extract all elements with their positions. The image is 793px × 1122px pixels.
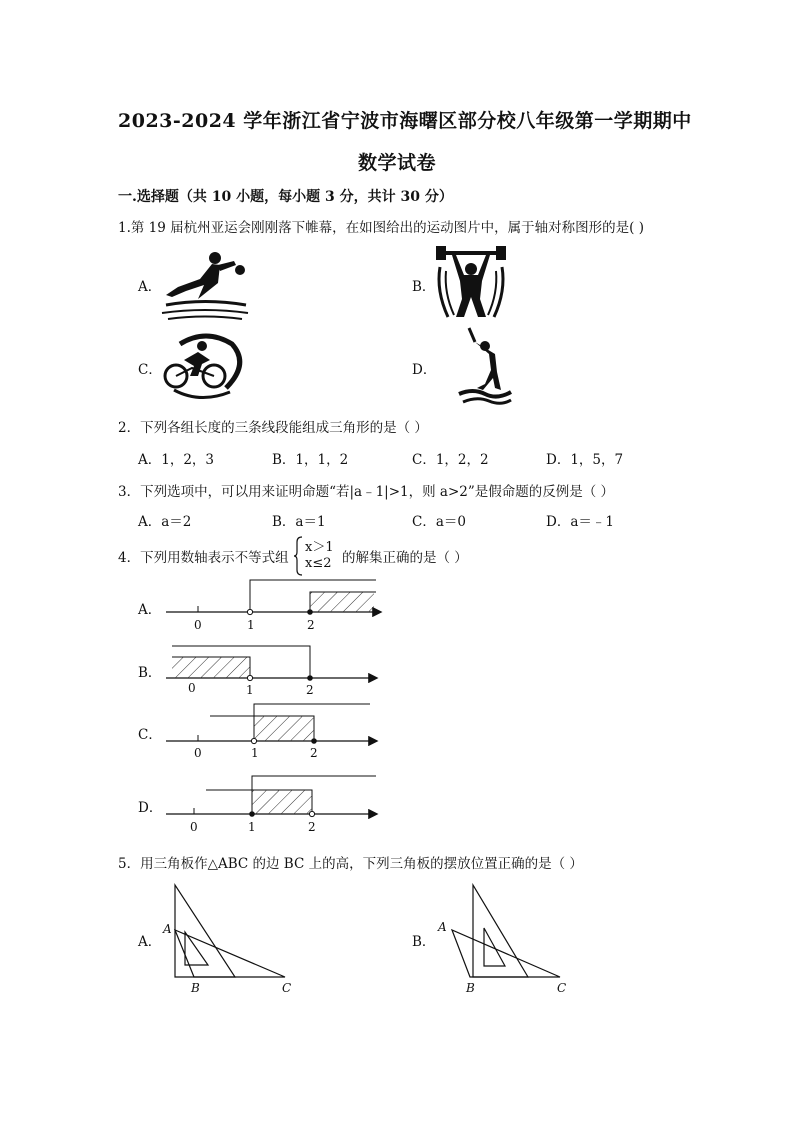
- question-4-after: 的解集正确的是（ ）: [342, 550, 468, 566]
- triangle-figure-b: [452, 885, 560, 977]
- q1-option-d-label: D．: [412, 362, 437, 378]
- vertex-label-a-b: A: [438, 920, 447, 934]
- axis-label-0-b: 0: [188, 681, 196, 695]
- triangle-figure-a: [175, 885, 285, 977]
- q5-option-a-label: A．: [138, 934, 162, 950]
- question-2: 2．下列各组长度的三条线段能组成三角形的是（ ）: [118, 420, 428, 436]
- number-line-d: [166, 776, 376, 817]
- q3-option-a: A．a＝2: [138, 514, 192, 530]
- q3-option-c: C．a＝0: [412, 514, 466, 530]
- axis-label-2-a: 2: [307, 618, 315, 632]
- vertex-label-c-a: C: [282, 981, 292, 995]
- question-3: 3．下列选项中，可以用来证明命题“若|a﹣1|>1，则 a>2”是假命题的反例是（ ）: [118, 484, 615, 500]
- system-line-2: x≤2: [305, 556, 332, 571]
- vertex-label-b-b: B: [466, 981, 475, 995]
- q1-option-b-label: B．: [412, 279, 436, 295]
- q3-option-d: D．a＝﹣1: [546, 514, 614, 530]
- q4-option-b-label: B．: [138, 665, 162, 681]
- question-1: 1.第 19 届杭州亚运会刚刚落下帷幕，在如图给出的运动图片中，属于轴对称图形的是( ): [118, 220, 644, 236]
- number-line-a: [166, 580, 380, 615]
- axis-label-0-d: 0: [190, 820, 198, 834]
- q4-option-a-label: A．: [138, 602, 162, 618]
- q3-option-b: B．a＝1: [272, 514, 326, 530]
- question-5: 5．用三角板作△ABC 的边 BC 上的高，下列三角板的摆放位置正确的是（ ）: [118, 856, 583, 872]
- q4-option-c-label: C．: [138, 727, 162, 743]
- axis-label-0-a: 0: [194, 618, 202, 632]
- axis-label-2-c: 2: [310, 746, 318, 760]
- q1-option-c-label: C．: [138, 362, 162, 378]
- q2-option-c: C．1，2，2: [412, 452, 489, 468]
- axis-label-0-c: 0: [194, 746, 202, 760]
- question-4-before: 4．下列用数轴表示不等式组: [118, 550, 289, 566]
- axis-label-1-d: 1: [248, 820, 256, 834]
- axis-label-2-b: 2: [306, 683, 314, 697]
- system-line-1: x＞1: [305, 540, 334, 555]
- q2-option-b: B．1，1，2: [272, 452, 349, 468]
- page-subtitle: 数学试卷: [358, 152, 437, 174]
- q2-option-a: A．1，2，3: [138, 452, 215, 468]
- axis-label-2-d: 2: [308, 820, 316, 834]
- number-line-b: [166, 646, 376, 681]
- number-line-c: [166, 704, 376, 744]
- vertex-label-c-b: C: [557, 981, 567, 995]
- axis-label-1-a: 1: [247, 618, 255, 632]
- q4-option-d-label: D．: [138, 800, 163, 816]
- vertex-label-b-a: B: [191, 981, 200, 995]
- vertex-label-a-a: A: [163, 922, 172, 936]
- page-title: 2023-2024 学年浙江省宁波市海曙区部分校八年级第一学期期中: [118, 110, 692, 132]
- q5-option-b-label: B．: [412, 934, 436, 950]
- axis-label-1-b: 1: [246, 683, 254, 697]
- axis-label-1-c: 1: [251, 746, 259, 760]
- q1-option-a-label: A．: [138, 279, 162, 295]
- section-header: 一.选择题（共 10 小题，每小题 3 分，共计 30 分）: [118, 189, 453, 205]
- q2-option-d: D．1，5，7: [546, 452, 624, 468]
